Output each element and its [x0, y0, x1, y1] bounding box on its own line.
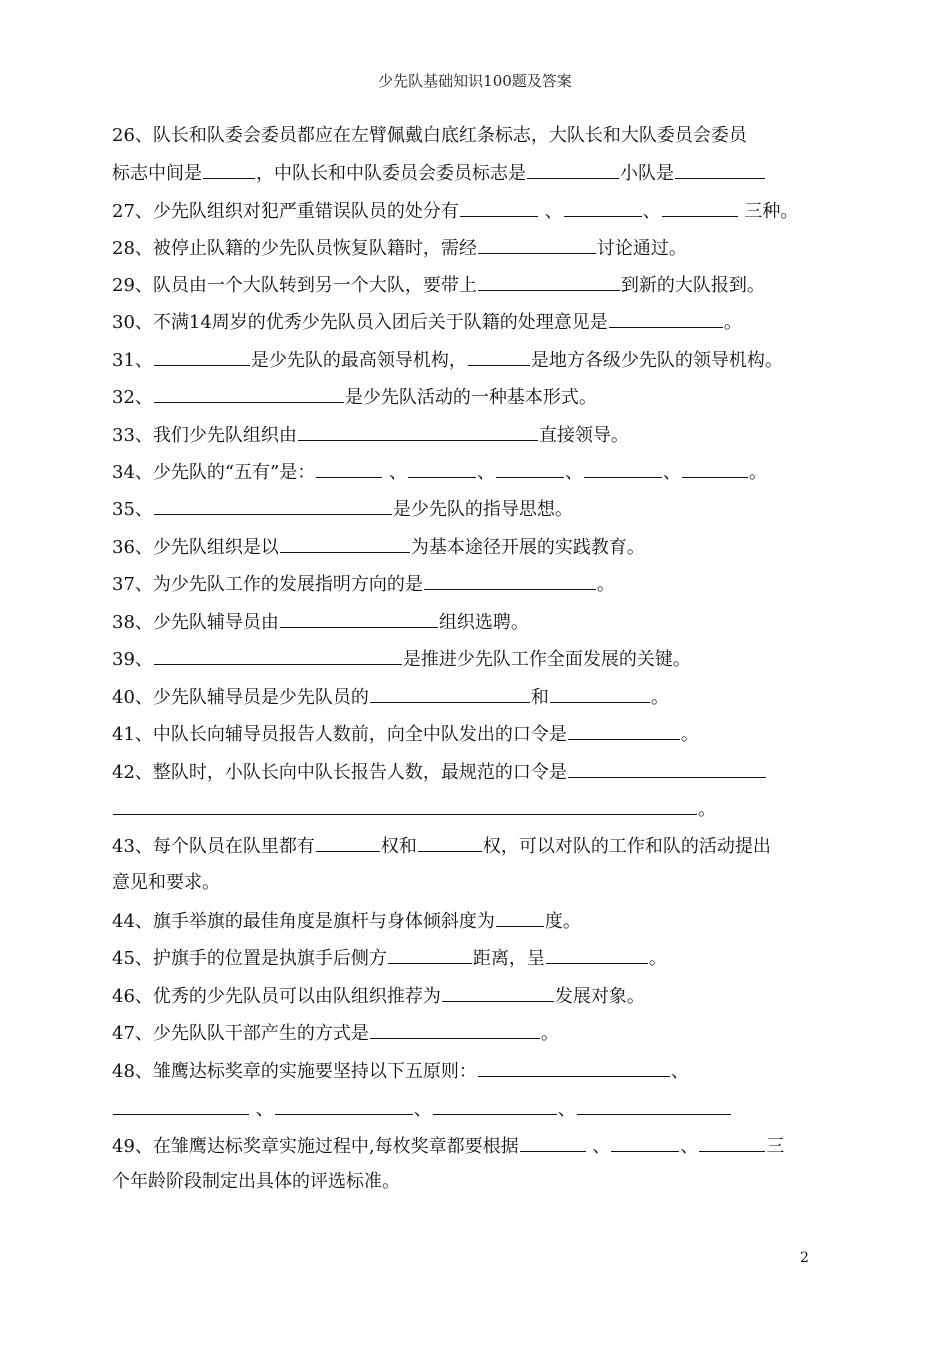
answer-blank[interactable] — [113, 796, 697, 815]
question-line — [112, 721, 699, 745]
question-text: 32、 — [112, 387, 153, 408]
question-text: 、 — [250, 1099, 274, 1120]
question-text: 、 — [477, 462, 496, 483]
answer-blank[interactable] — [468, 347, 530, 366]
answer-blank[interactable] — [550, 684, 650, 703]
answer-blank[interactable] — [280, 534, 410, 553]
question-text: 距离，呈 — [472, 948, 545, 969]
question-text: 。 — [749, 462, 768, 483]
question-text: 。 — [540, 1023, 559, 1044]
question-line — [112, 983, 645, 1007]
question-text: 。 — [680, 724, 699, 745]
answer-blank[interactable] — [154, 646, 402, 665]
answer-blank[interactable] — [316, 459, 382, 478]
question-line — [112, 908, 581, 932]
question-text: 。 — [723, 312, 742, 333]
question-text: 和 — [530, 687, 549, 708]
question-text: 度。 — [544, 911, 581, 932]
question-text: 、 — [642, 201, 661, 222]
question-line — [112, 534, 645, 558]
question-text: 42、整队时，小队长向中队长报告人数，最规范的口令是 — [112, 762, 567, 783]
question-text: 40、少先队辅导员是少先队员的 — [112, 687, 369, 708]
question-line — [112, 833, 771, 857]
question-text: 三 — [766, 1136, 785, 1157]
answer-blank[interactable] — [113, 1096, 249, 1115]
answer-blank[interactable] — [275, 1096, 413, 1115]
question-text: 27、少先队组织对犯严重错误队员的处分有 — [112, 201, 459, 222]
question-text: 是地方各级少先队的领导机构。 — [530, 350, 783, 371]
answer-blank[interactable] — [154, 496, 392, 515]
question-line — [112, 646, 691, 670]
answer-blank[interactable] — [496, 459, 564, 478]
answer-blank[interactable] — [460, 198, 538, 217]
answer-blank[interactable] — [154, 347, 250, 366]
question-text: 组织选聘。 — [438, 612, 529, 633]
question-line — [112, 1096, 732, 1120]
question-text: 47、少先队队干部产生的方式是 — [112, 1023, 369, 1044]
question-text: 发展对象。 — [554, 986, 645, 1007]
question-line — [112, 1170, 400, 1194]
question-text: 权，可以对队的工作和队的活动提出 — [482, 836, 771, 857]
answer-blank[interactable] — [442, 983, 554, 1002]
question-line — [112, 384, 597, 408]
question-text: 39、 — [112, 649, 153, 670]
answer-blank[interactable] — [496, 908, 544, 927]
answer-blank[interactable] — [418, 833, 482, 852]
question-text: 45、护旗手的位置是执旗手后侧方 — [112, 948, 387, 969]
question-text: 、 — [565, 462, 584, 483]
answer-blank[interactable] — [527, 160, 619, 179]
answer-blank[interactable] — [682, 459, 748, 478]
question-text: 37、为少先队工作的发展指明方向的是 — [112, 574, 423, 595]
question-text: 26、队长和队委会委员都应在左臂佩戴白底红条标志，大队长和大队委员会委员 — [112, 125, 747, 146]
question-text: 、 — [670, 1061, 689, 1082]
question-text: 36、少先队组织是以 — [112, 537, 279, 558]
answer-blank[interactable] — [280, 609, 438, 628]
question-text: ，中队长和中队委员会委员标志是 — [256, 163, 526, 184]
question-line — [112, 759, 767, 783]
answer-blank[interactable] — [577, 1096, 731, 1115]
answer-blank[interactable] — [203, 160, 255, 179]
answer-blank[interactable] — [520, 1133, 586, 1152]
question-text: 讨论通过。 — [596, 238, 687, 259]
answer-blank[interactable] — [154, 384, 344, 403]
question-text: 、 — [383, 462, 408, 483]
question-line — [112, 571, 615, 595]
question-text: 、 — [680, 1136, 699, 1157]
answer-blank[interactable] — [568, 721, 680, 740]
question-text: 。 — [650, 687, 669, 708]
answer-blank[interactable] — [662, 198, 738, 217]
answer-blank[interactable] — [478, 272, 620, 291]
question-text: 38、少先队辅导员由 — [112, 612, 279, 633]
question-text: 是推进少先队工作全面发展的关键。 — [402, 649, 691, 670]
question-text: 、 — [538, 201, 563, 222]
answer-blank[interactable] — [478, 1058, 670, 1077]
question-line — [112, 871, 220, 895]
question-text: 、 — [413, 1099, 432, 1120]
question-text: 。 — [596, 574, 615, 595]
answer-blank[interactable] — [609, 309, 723, 328]
question-line — [112, 347, 783, 371]
answer-blank[interactable] — [424, 571, 596, 590]
answer-blank[interactable] — [370, 1020, 540, 1039]
page-header: 少先队基础知识100题及答案 — [378, 72, 572, 90]
answer-blank[interactable] — [298, 422, 538, 441]
question-text: 到新的大队报到。 — [620, 275, 765, 296]
answer-blank[interactable] — [316, 833, 380, 852]
answer-blank[interactable] — [408, 459, 476, 478]
question-text: 、 — [586, 1136, 611, 1157]
question-text: 直接领导。 — [538, 425, 629, 446]
question-text: 、 — [663, 462, 682, 483]
question-text: 41、中队长向辅导员报告人数前，向全中队发出的口令是 — [112, 724, 567, 745]
answer-blank[interactable] — [675, 160, 765, 179]
question-text: 28、被停止队籍的少先队员恢复队籍时，需经 — [112, 238, 477, 259]
question-line — [112, 309, 742, 333]
question-line — [112, 945, 667, 969]
question-line — [112, 235, 687, 259]
answer-blank[interactable] — [699, 1133, 765, 1152]
question-text: 权和 — [380, 836, 417, 857]
question-text: 31、 — [112, 350, 153, 371]
question-line — [112, 124, 747, 148]
question-text: 48、雏鹰达标奖章的实施要坚持以下五原则： — [112, 1061, 477, 1082]
question-text: 43、每个队员在队里都有 — [112, 836, 315, 857]
question-text: 是少先队活动的一种基本形式。 — [344, 387, 597, 408]
question-line — [112, 1058, 689, 1082]
question-line — [112, 160, 766, 184]
answer-blank[interactable] — [611, 1133, 679, 1152]
question-line — [112, 496, 573, 520]
question-text: 35、 — [112, 499, 153, 520]
answer-blank[interactable] — [388, 945, 472, 964]
question-text: 49、在雏鹰达标奖章实施过程中,每枚奖章都要根据 — [112, 1136, 519, 1157]
question-text: 。 — [648, 948, 667, 969]
answer-blank[interactable] — [546, 945, 648, 964]
answer-blank[interactable] — [433, 1096, 557, 1115]
question-line — [112, 609, 529, 633]
question-text: 个年龄阶段制定出具体的评选标准。 — [112, 1171, 400, 1192]
question-line — [112, 422, 629, 446]
question-text: 33、我们少先队组织由 — [112, 425, 297, 446]
question-text: 小队是 — [620, 163, 674, 184]
answer-blank[interactable] — [584, 459, 662, 478]
question-text: 三种。 — [738, 201, 799, 222]
answer-blank[interactable] — [478, 235, 596, 254]
question-text: 为基本途径开展的实践教育。 — [410, 537, 645, 558]
question-line — [112, 1020, 559, 1044]
question-text: 29、队员由一个大队转到另一个大队，要带上 — [112, 275, 477, 296]
question-text: 、 — [557, 1099, 576, 1120]
question-text: 是少先队的指导思想。 — [392, 499, 573, 520]
page-number: 2 — [800, 1250, 809, 1266]
question-text: 是少先队的最高领导机构， — [250, 350, 467, 371]
answer-blank[interactable] — [564, 198, 642, 217]
question-text: 30、不满14周岁的优秀少先队员入团后关于队籍的处理意见是 — [112, 312, 608, 333]
question-text: 标志中间是 — [112, 163, 202, 184]
question-line — [112, 459, 767, 483]
question-line — [112, 198, 798, 222]
question-line — [112, 684, 669, 708]
question-text: 44、旗手举旗的最佳角度是旗杆与身体倾斜度为 — [112, 911, 495, 932]
question-text: 意见和要求。 — [112, 872, 220, 893]
answer-blank[interactable] — [568, 759, 766, 778]
answer-blank[interactable] — [370, 684, 530, 703]
question-text: 34、少先队的“五有”是： — [112, 462, 316, 483]
question-line — [112, 796, 716, 820]
question-text: 46、优秀的少先队员可以由队组织推荐为 — [112, 986, 441, 1007]
question-line — [112, 272, 765, 296]
question-text: 。 — [698, 799, 716, 820]
question-line — [112, 1133, 784, 1157]
